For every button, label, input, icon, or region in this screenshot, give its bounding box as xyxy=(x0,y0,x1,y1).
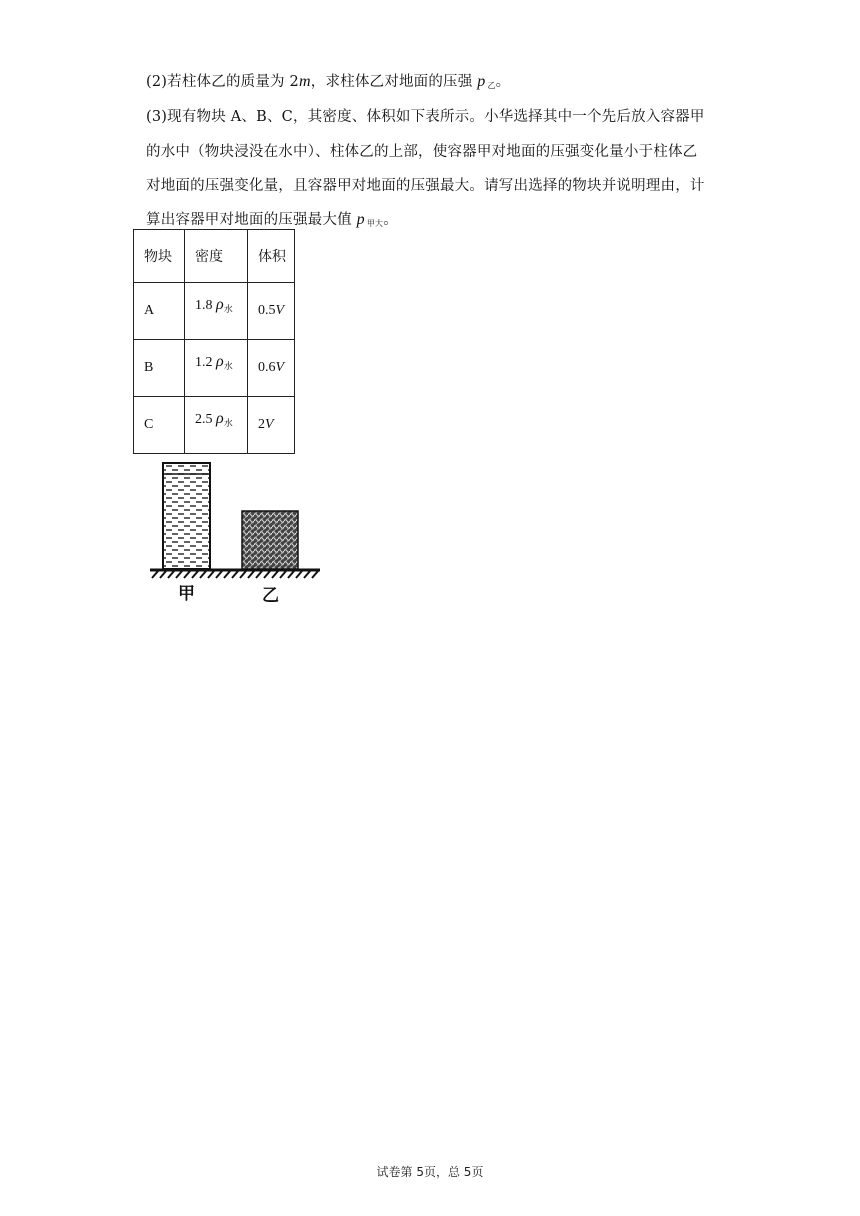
page-footer: 试卷第 5页，总 5页 xyxy=(376,1165,484,1179)
volume-var: V xyxy=(265,417,274,432)
rho-subscript: 水 xyxy=(223,303,233,314)
part2-var-p: p xyxy=(477,73,486,90)
part3-line4-text: 算出容器甲对地面的压强最大值 xyxy=(146,212,357,228)
density-number: 1.8 xyxy=(195,297,213,313)
volume-number: 0.5 xyxy=(258,303,276,318)
cell-density xyxy=(185,283,248,340)
volume-number: 0.6 xyxy=(258,360,276,375)
question-part3-line3: 对地面的压强变化量，且容器甲对地面的压强最大。请写出选择的物块并说明理由，计 xyxy=(146,178,705,194)
volume-var: V xyxy=(275,303,285,318)
header-block: 物块 xyxy=(134,230,185,283)
cell-density xyxy=(185,340,248,397)
part2-text: (2)若柱体乙的质量为 2 xyxy=(146,74,299,90)
header-volume: 体积 xyxy=(248,230,295,283)
rho-symbol: ρ xyxy=(216,409,224,427)
cell-block: B xyxy=(134,340,185,397)
table-row xyxy=(134,340,295,397)
container-and-cylinder-figure xyxy=(146,458,326,608)
label-yi: 乙 xyxy=(262,586,279,606)
table-header-row xyxy=(134,230,295,283)
header-density: 密度 xyxy=(185,230,248,283)
cell-volume xyxy=(248,283,295,340)
rho-subscript: 水 xyxy=(223,360,233,371)
cell-block: C xyxy=(134,397,185,454)
table-row xyxy=(134,283,295,340)
part2-end: 。 xyxy=(495,74,511,90)
question-part2 xyxy=(146,72,510,96)
cell-density xyxy=(185,397,248,454)
part2-var-m: m xyxy=(298,73,311,90)
question-part3-line2: 的水中（物块浸没在水中）、柱体乙的上部，使容器甲对地面的压强变化量小于柱体乙 xyxy=(146,144,698,160)
ground-hatching xyxy=(150,570,320,578)
table-row xyxy=(134,397,295,454)
question-part3-line1: (3)现有物块 A、B、C，其密度、体积如下表所示。小华选择其中一个先后放入容器甲 xyxy=(146,109,705,125)
density-number: 1.2 xyxy=(195,354,213,370)
cell-block: A xyxy=(134,283,185,340)
volume-number: 2 xyxy=(258,417,265,432)
container-jia xyxy=(163,463,210,569)
block-properties-table xyxy=(133,229,295,454)
part2-sub: 乙 xyxy=(487,81,496,90)
rho-symbol: ρ xyxy=(216,295,224,313)
part3-line4-end: 。 xyxy=(383,212,398,228)
cylinder-yi xyxy=(242,511,298,569)
part3-line4-var: p xyxy=(356,211,365,228)
part3-line4-sub: 甲大 xyxy=(366,219,384,228)
part2-text2: ，求柱体乙对地面的压强 xyxy=(310,74,478,90)
label-jia: 甲 xyxy=(178,584,195,604)
rho-subscript: 水 xyxy=(223,417,233,428)
figure-svg xyxy=(146,458,326,608)
density-number: 2.5 xyxy=(195,411,213,427)
rho-symbol: ρ xyxy=(216,352,224,370)
cell-volume xyxy=(248,397,295,454)
volume-var: V xyxy=(275,360,285,375)
cell-volume xyxy=(248,340,295,397)
